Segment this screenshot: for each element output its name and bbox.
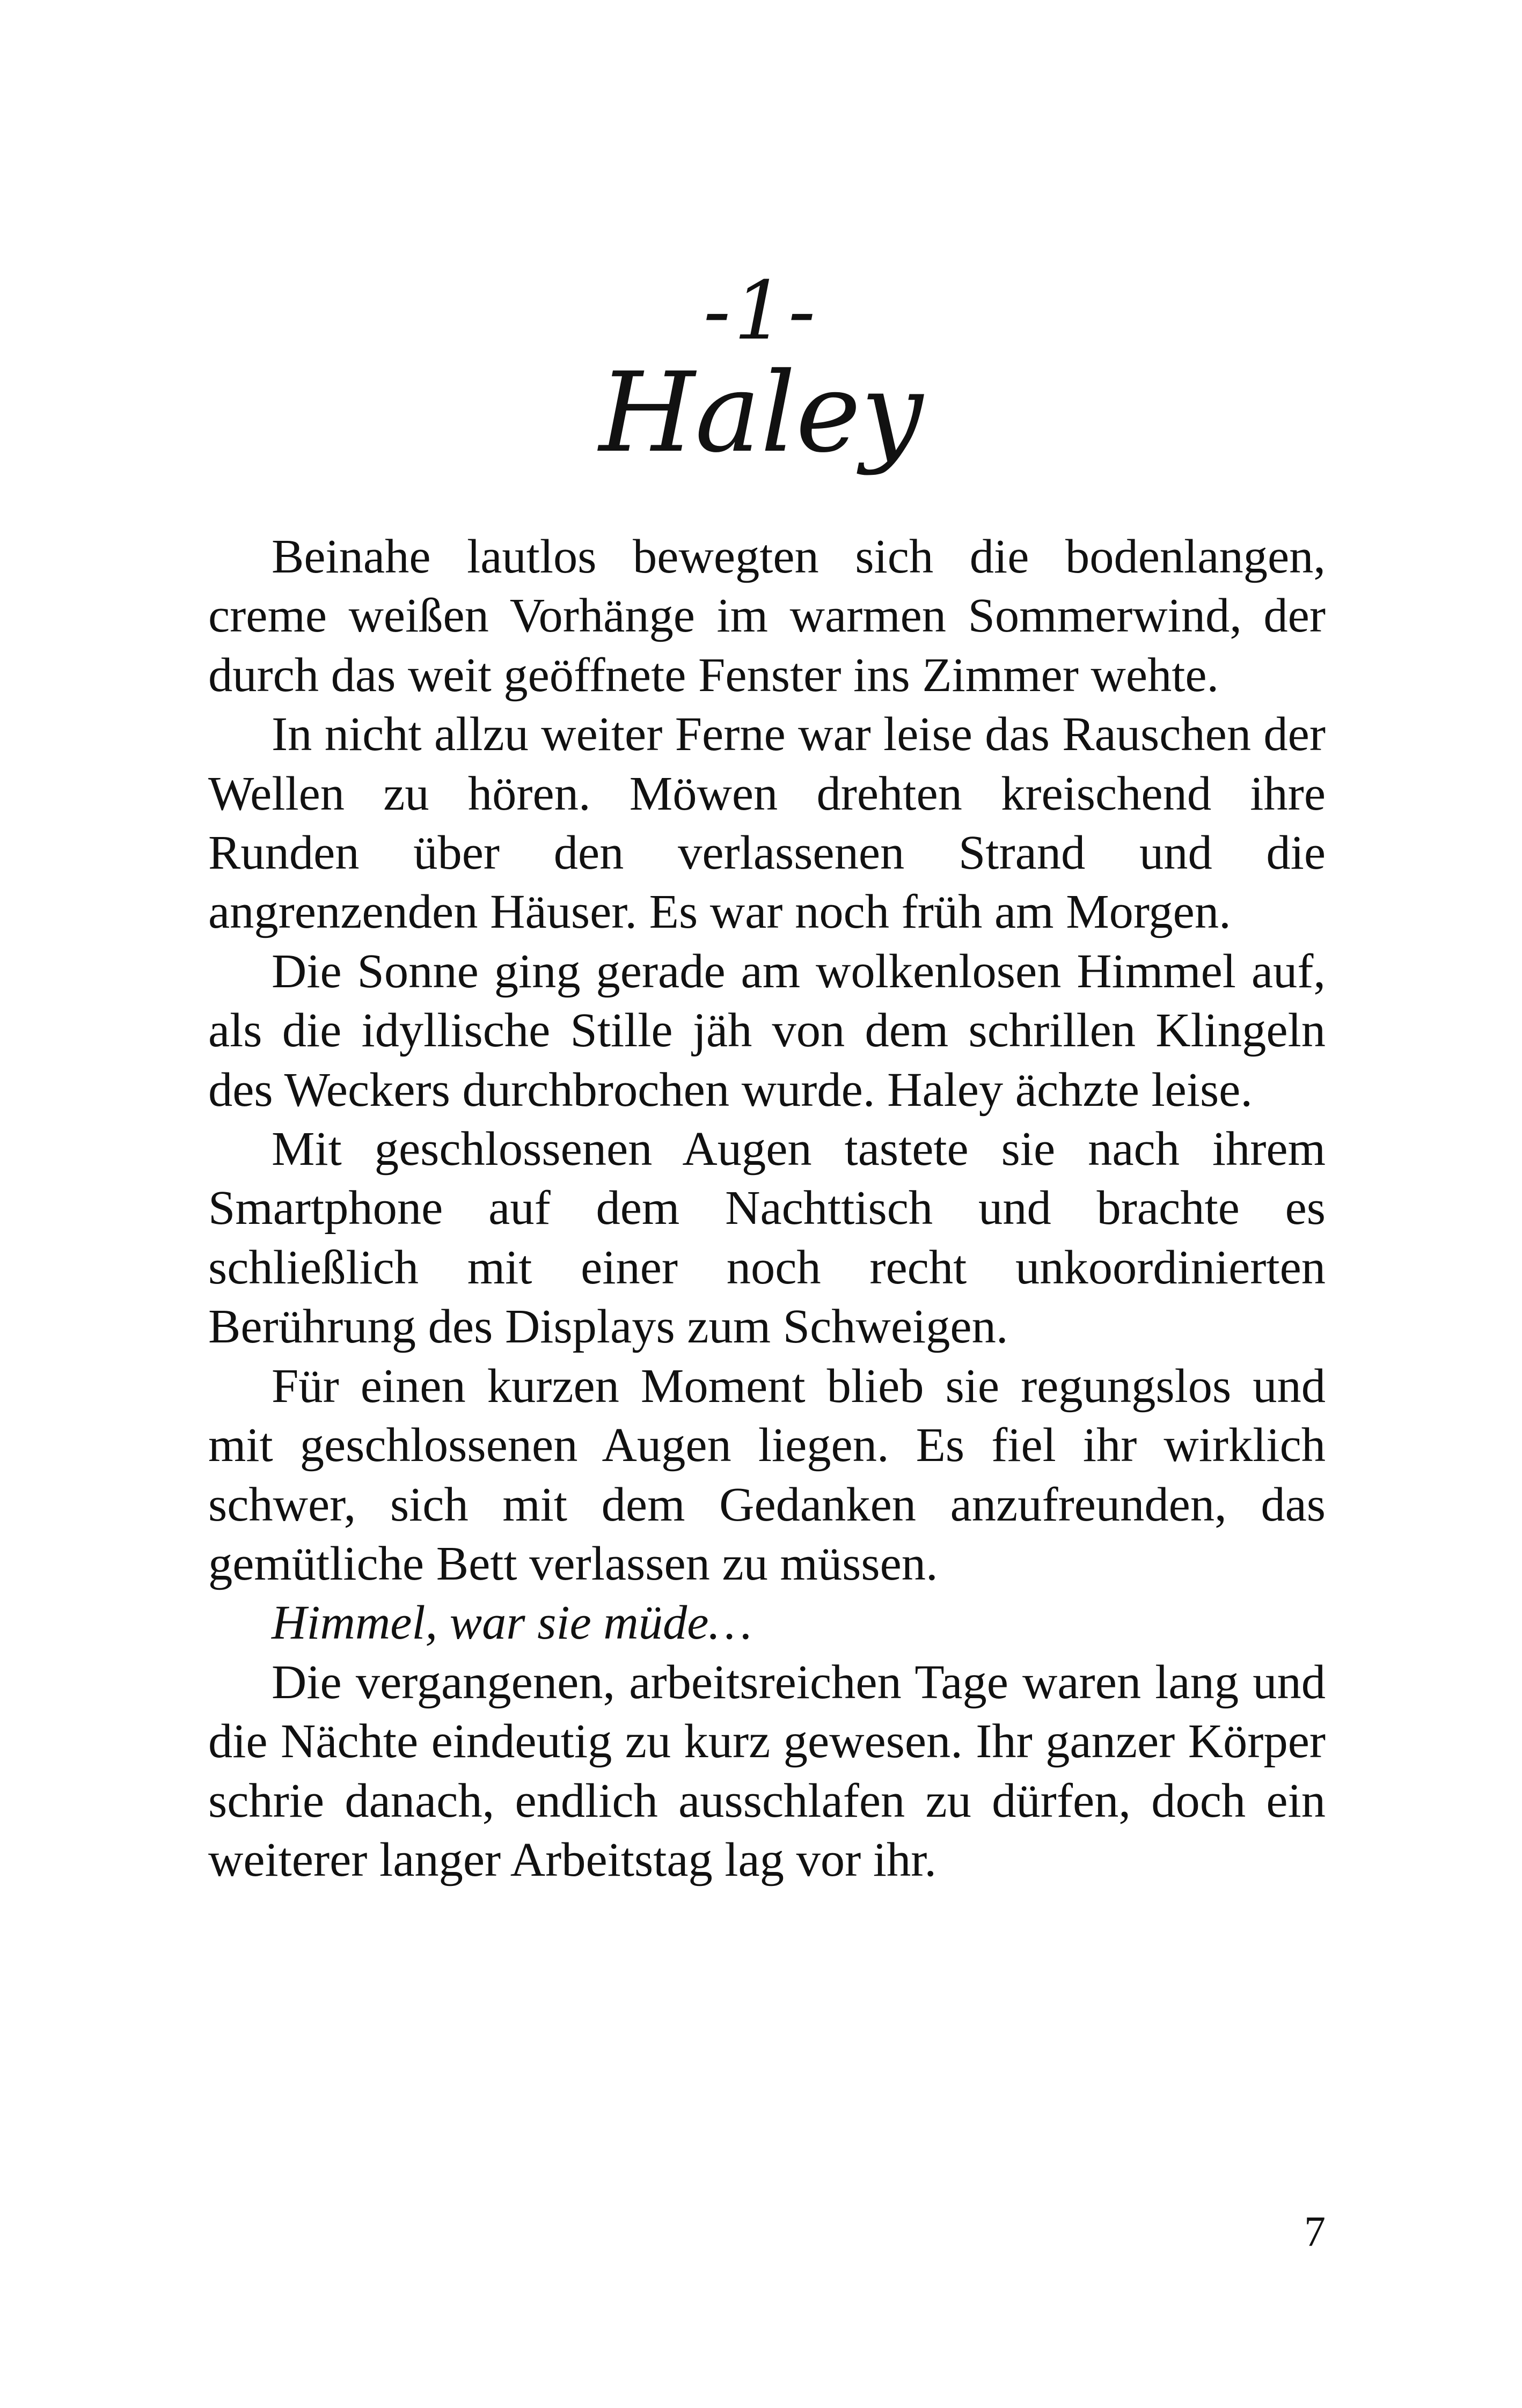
page-number: 7 (1304, 2208, 1326, 2256)
paragraph: Für einen kurzen Moment blieb sie regungslos und mit geschlossenen Augen liegen. Es fiel ihr wirklich schwer, sich mit dem Gedanken anzufreunden, das gemütliche Bett verlassen zu müssen. (208, 1358, 1326, 1590)
chapter-body (208, 527, 1326, 1889)
chapter-number: -1- (703, 265, 819, 358)
chapter-title: Haley (599, 349, 923, 477)
paragraph: Die vergangenen, arbeitsreichen Tage waren lang und die Nächte eindeutig zu kurz gewesen. Ihr ganzer Körper schrie danach, endlich ausschlafen zu dürfen, doch ein weiterer langer Arbeitstag lag vor ihr. (208, 1654, 1326, 1886)
paragraph: Die Sonne ging gerade am wolkenlosen Himmel auf, als die idyllische Stille jäh von dem schrillen Klingeln des Weckers durchbrochen wurde. Haley ächzte leise. (208, 943, 1326, 1117)
italic-paragraph: Himmel, war sie müde… (272, 1595, 752, 1650)
paragraph: Mit geschlossenen Augen tastete sie nach ihrem Smartphone auf dem Nachttisch und brachte es schließlich mit einer noch recht unkoordinierten Berührung des Displays zum Schweigen. (208, 1121, 1326, 1354)
paragraph: In nicht allzu weiter Ferne war leise das Rauschen der Wellen zu hören. Möwen drehten kreischend ihre Runden über den verlassenen Strand und die angrenzenden Häuser. Es war noch früh am Morgen. (208, 707, 1326, 939)
paragraph: Beinahe lautlos bewegten sich die bodenlangen, creme weißen Vorhänge im warmen Sommerwind, der durch das weit geöffnete Fenster ins Zimmer wehte. (208, 529, 1326, 702)
